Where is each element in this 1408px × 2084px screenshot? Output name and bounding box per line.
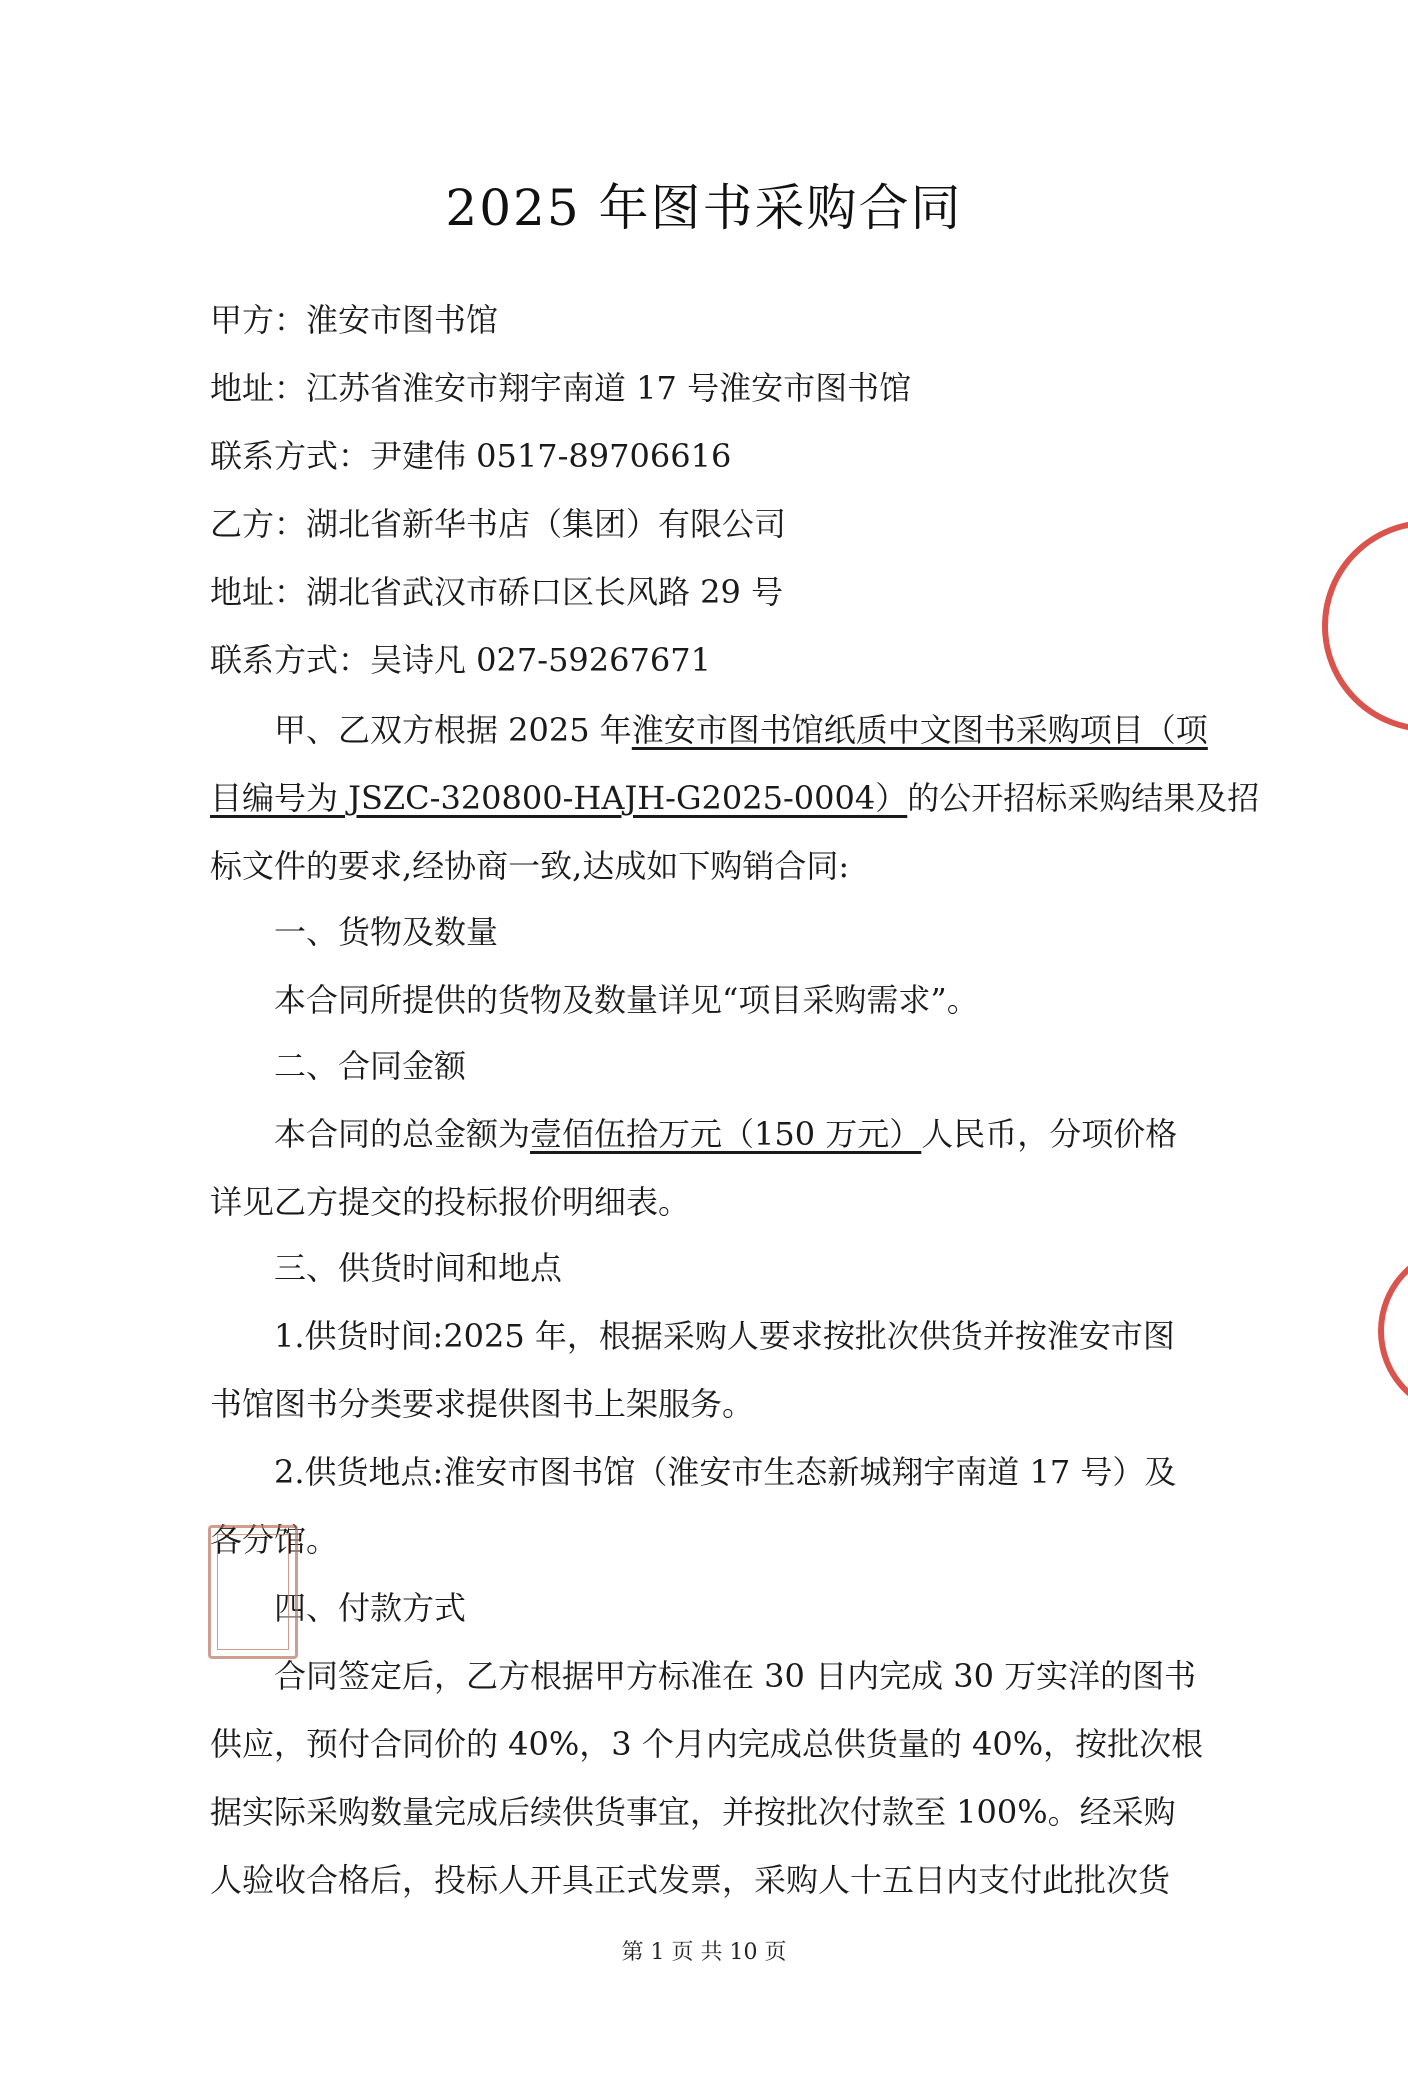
payment-line-3: 据实际采购数量完成后续供货事宜，并按批次付款至 100%。经采购 <box>210 1793 1176 1831</box>
project-name-underlined: 淮安市图书馆纸质中文图书采购项目（项 <box>631 711 1208 749</box>
intro-line-1-text: 甲、乙双方根据 2025 年 <box>274 711 632 749</box>
amount-prefix: 本合同的总金额为 <box>274 1115 531 1153</box>
amount-suffix: 人民币，分项价格 <box>921 1115 1178 1153</box>
section-2-heading: 二、合同金额 <box>274 1047 467 1085</box>
payment-line-1: 合同签定后，乙方根据甲方标准在 30 日内完成 30 万实洋的图书 <box>274 1657 1197 1695</box>
page-number: 第 1 页 共 10 页 <box>621 1940 787 1965</box>
red-seal-stamp-bottom <box>1378 1245 1408 1417</box>
section-1-heading: 一、货物及数量 <box>274 913 499 951</box>
delivery-time-line-1: 1.供货时间:2025 年，根据采购人要求按批次供货并按淮安市图 <box>274 1317 1175 1355</box>
intro-line-2 <box>210 778 1259 818</box>
section-1-text: 本合同所提供的货物及数量详见“项目采购需求”。 <box>274 981 979 1019</box>
party-a-contact: 联系方式：尹建伟 0517-89706616 <box>210 437 732 475</box>
payment-line-2: 供应，预付合同价的 40%，3 个月内完成总供货量的 40%，按批次根 <box>210 1725 1204 1763</box>
party-b-contact: 联系方式：吴诗凡 027-59267671 <box>210 641 711 679</box>
delivery-place-line-2: 各分馆。 <box>210 1521 339 1559</box>
section-4-heading: 四、付款方式 <box>274 1589 467 1627</box>
document-title: 2025 年图书采购合同 <box>445 179 963 237</box>
contract-amount-underlined: 壹佰伍拾万元（150 万元） <box>530 1115 922 1153</box>
section-3-heading: 三、供货时间和地点 <box>274 1249 563 1287</box>
intro-line-1 <box>274 710 1208 750</box>
section-2-line-2: 详见乙方提交的投标报价明细表。 <box>210 1183 691 1221</box>
payment-line-4: 人验收合格后，投标人开具正式发票，采购人十五日内支付此批次货 <box>210 1861 1171 1899</box>
intro-line-2-text: 的公开招标采购结果及招 <box>907 779 1260 817</box>
party-b-address: 地址：湖北省武汉市硚口区长风路 29 号 <box>210 573 784 611</box>
delivery-time-line-2: 书馆图书分类要求提供图书上架服务。 <box>210 1385 755 1423</box>
red-seal-stamp-top <box>1322 520 1408 732</box>
intro-line-3: 标文件的要求,经协商一致,达成如下购销合同: <box>210 847 850 885</box>
personal-seal-stamp <box>208 1525 298 1659</box>
personal-seal-inner-border <box>217 1534 289 1650</box>
party-b-name: 乙方：湖北省新华书店（集团）有限公司 <box>210 505 787 543</box>
delivery-place-line-1: 2.供货地点:淮安市图书馆（淮安市生态新城翔宇南道 17 号）及 <box>274 1453 1177 1491</box>
project-number-underlined: 目编号为 JSZC-320800-HAJH-G2025-0004） <box>210 779 908 817</box>
party-a-name: 甲方：淮安市图书馆 <box>210 301 499 339</box>
party-a-address: 地址：江苏省淮安市翔宇南道 17 号淮安市图书馆 <box>210 369 912 407</box>
section-2-line-1 <box>274 1114 1177 1154</box>
